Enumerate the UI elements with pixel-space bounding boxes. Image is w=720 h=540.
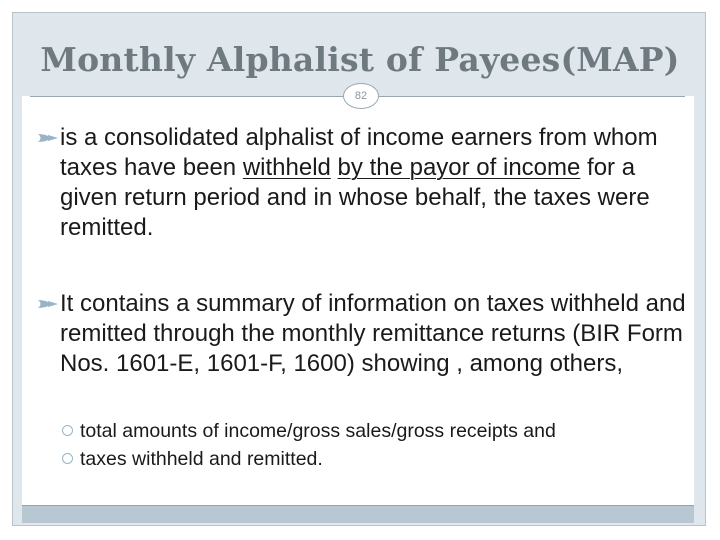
- bullet1-text-end: for a given return period and in whose behalf, the taxes were remitted.: [60, 154, 650, 241]
- sub-bullet-list: [62, 417, 556, 473]
- bullet1-text: is a consolidated alphalist of income earners from whom taxes have been: [60, 124, 658, 181]
- bullet-arrow-icon: [37, 132, 59, 144]
- ring-bullet-icon: [62, 425, 73, 436]
- bullet-arrow-icon: [37, 298, 59, 310]
- ring-bullet-icon: [62, 453, 73, 464]
- bullet-paragraph-1: [60, 123, 690, 243]
- footer-bar: [22, 505, 694, 523]
- sub-bullet-item: [62, 445, 556, 473]
- bullet1-space: [331, 154, 338, 181]
- bullet1-underlined-withheld: withheld: [242, 154, 331, 181]
- bullet1-underlined-payor: by the payor of income: [337, 154, 581, 181]
- slide-title: Monthly Alphalist of Payees(MAP): [40, 40, 680, 79]
- sub-bullet-text: total amounts of income/gross sales/gross receipts and: [80, 420, 556, 442]
- sub-bullet-item: [62, 417, 556, 445]
- sub-bullet-text: taxes withheld and remitted.: [80, 448, 323, 470]
- bullet2-text: It contains a summary of information on taxes withheld and remitted through the monthly remittance returns (BIR Form Nos. 1601-E, 1601-F, 1600) showing , among others,: [60, 290, 686, 377]
- page-number-badge: 82: [343, 83, 379, 109]
- bullet-paragraph-2: [60, 289, 690, 379]
